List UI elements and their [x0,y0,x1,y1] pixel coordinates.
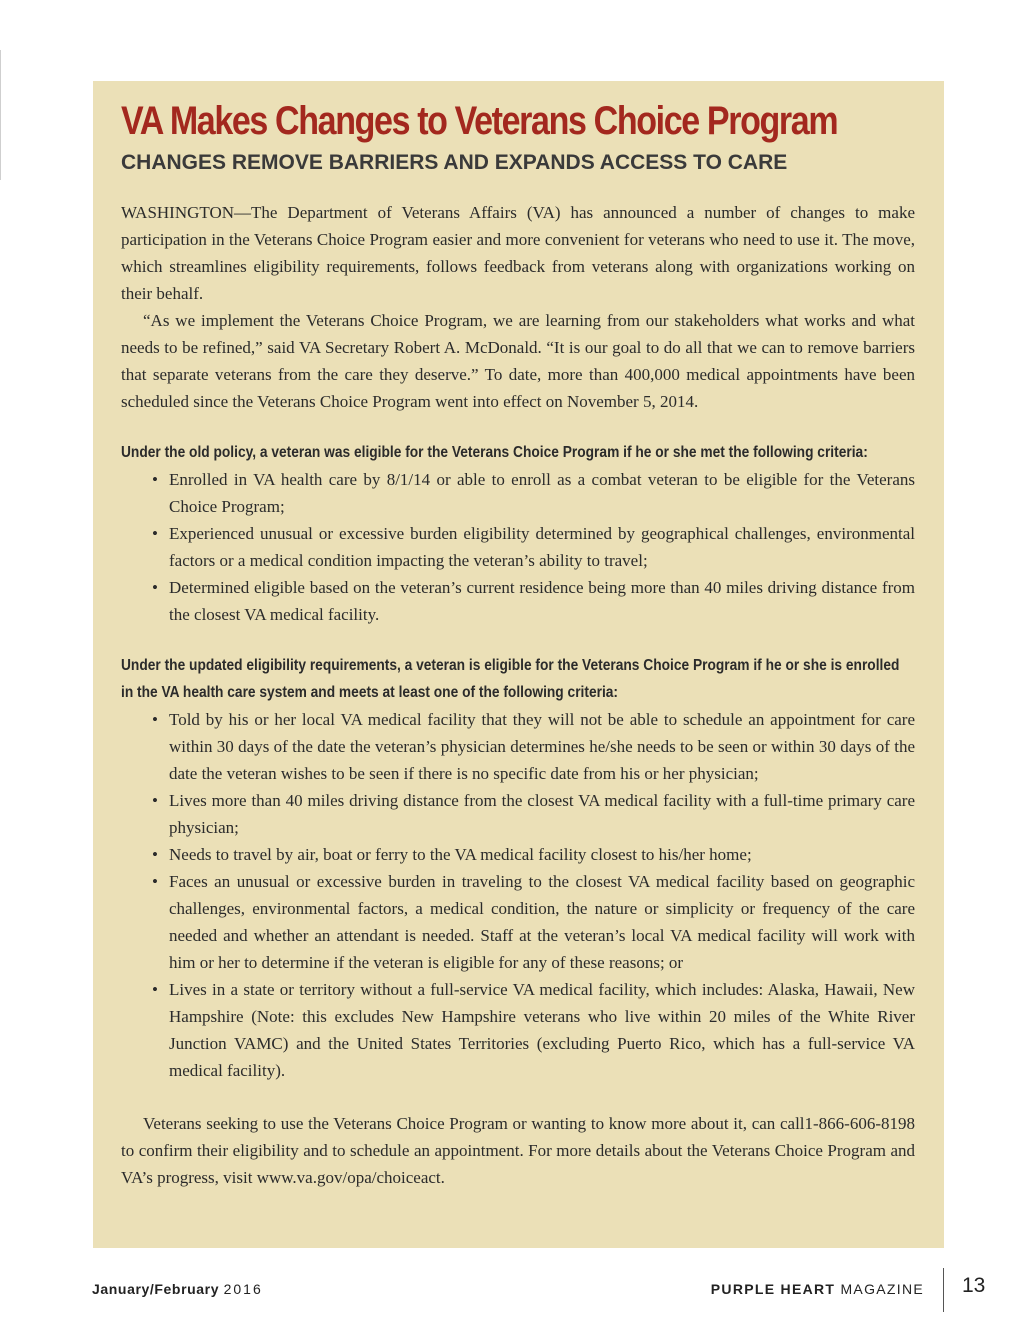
bullet-icon: • [152,710,158,729]
issue-year: 2016 [223,1281,263,1297]
old-policy-heading: Under the old policy, a veteran was eligible for the Veterans Choice Program if he or she met the following criteria: [121,444,868,461]
list-item: • Lives in a state or territory without a full-service VA medical facility, which includes: Alaska, Hawaii, New Hampshire (Note: this excludes New Hampshire veterans who live within 20 miles of the White River Junction VAMC) and the United States Territories (excluding Puerto Rico, which has a full-service VA medical facility). [169,976,915,1084]
bullet-icon: • [152,845,158,864]
quote-paragraph: “As we implement the Veterans Choice Program, we are learning from our stakeholders what works and what needs to be refined,” said VA Secretary Robert A. McDonald. “It is our goal to do all that we can to remove barriers that separate veterans from the care they deserve.” To date, more than 400,000 medical appointments have been scheduled since the Veterans Choice Program went into effect on November 5, 2014. [121,311,915,411]
list-item: • Told by his or her local VA medical facility that they will not be able to schedule an appointment for care within 30 days of the date the veteran’s physician determines he/she needs to be seen or within 30 days of the date the veteran wishes to be seen if there is no specific date from his or her physician; [169,706,915,787]
list-item: • Experienced unusual or excessive burden eligibility determined by geographical challenges, environmental factors or a medical condition impacting the veteran’s ability to travel; [169,520,915,574]
intro-paragraph: WASHINGTON—The Department of Veterans Affairs (VA) has announced a number of changes to make participation in the Veterans Choice Program easier and more convenient for veterans who need to use it. The move, which streamlines eligibility requirements, follows feedback from veterans along with organizations working on their behalf. [121,203,915,303]
list-item: • Lives more than 40 miles driving distance from the closest VA medical facility with a full-time primary care physician; [169,787,915,841]
bullet-icon: • [152,791,158,810]
article-panel [93,81,944,1248]
closing-paragraph: Veterans seeking to use the Veterans Choice Program or wanting to know more about it, can call1-866-606-8198 to confirm their eligibility and to schedule an appointment. For more details about the Veterans Choice Program and VA’s progress, visit www.va.gov/opa/choiceact. [121,1114,915,1187]
bullet-icon: • [152,578,158,597]
article-subtitle: CHANGES REMOVE BARRIERS AND EXPANDS ACCESS TO CARE [121,151,788,174]
list-item: • Needs to travel by air, boat or ferry to the VA medical facility closest to his/her home; [169,841,915,868]
footer-issue-date [92,1281,263,1297]
footer-magazine-name [711,1281,924,1297]
list-item: • Faces an unusual or excessive burden in traveling to the closest VA medical facility based on geographic challenges, environmental factors, a medical condition, the nature or simplicity or frequency of the care needed and whether an attendant is needed. Staff at the veteran’s local VA medical facility will work with him or her to determine if the veteran is eligible for any of these reasons; or [169,868,915,976]
magazine-name-light: MAGAZINE [840,1281,924,1297]
bullet-icon: • [152,872,158,891]
magazine-name-bold: PURPLE HEART [710,1281,836,1297]
page-number: 13 [962,1274,986,1297]
bullet-icon: • [152,980,158,999]
bullet-icon: • [152,524,158,543]
new-policy-list [121,706,915,1084]
bullet-icon: • [152,470,158,489]
page-edge-rule [0,50,1,180]
footer-divider [943,1268,944,1312]
list-item: • Determined eligible based on the veteran’s current residence being more than 40 miles driving distance from the closest VA medical facility. [169,574,915,628]
list-item: • Enrolled in VA health care by 8/1/14 or able to enroll as a combat veteran to be eligible for the Veterans Choice Program; [169,466,915,520]
new-policy-heading: Under the updated eligibility requirements, a veteran is eligible for the Veterans Choice Program if he or she is enrolled in the VA health care system and meets at least one of the following criteria: [121,657,900,701]
article-title: VA Makes Changes to Veterans Choice Program [121,99,838,143]
issue-month: January/February [92,1281,220,1297]
old-policy-list [121,466,915,628]
